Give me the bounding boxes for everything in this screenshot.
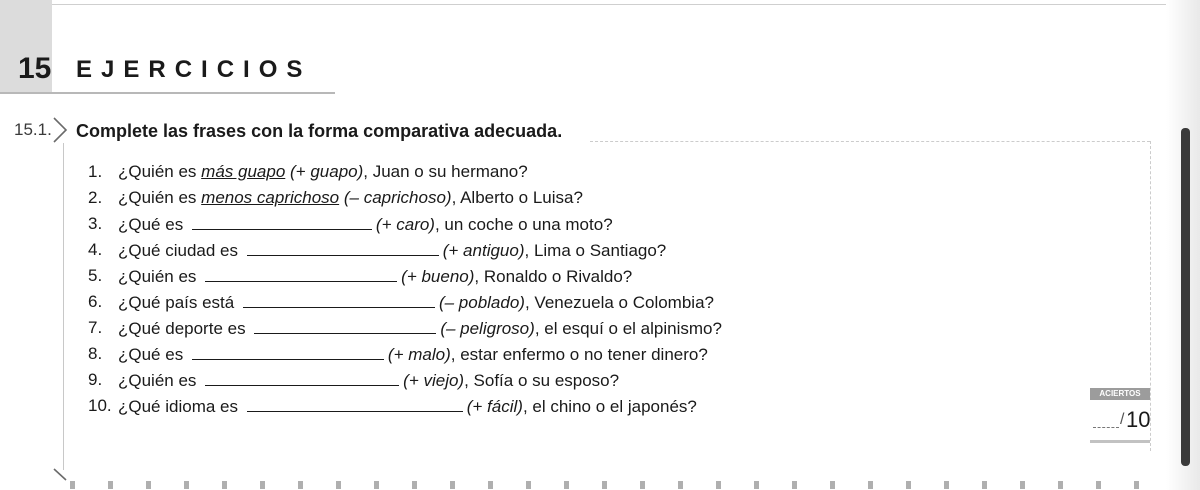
item-hint: (+ viejo) <box>403 371 465 390</box>
item-question-end: , Sofía o su esposo? <box>464 371 620 390</box>
item-question-end: , Alberto o Luisa? <box>451 188 583 207</box>
item-number: 2. <box>88 188 103 207</box>
item-number: 8. <box>88 344 103 363</box>
item-answer: menos caprichoso <box>201 188 340 207</box>
answer-blank[interactable] <box>247 237 439 256</box>
item-number: 9. <box>88 370 103 389</box>
chevron-right-icon <box>52 117 68 143</box>
item-question-end: , Venezuela o Colombia? <box>524 293 714 312</box>
item-question-start: ¿Qué ciudad es <box>118 241 243 260</box>
answer-blank[interactable] <box>205 367 399 386</box>
exercise-number: 15.1. <box>14 120 52 139</box>
item-number: 3. <box>88 214 103 233</box>
score-label: ACIERTOS <box>1099 389 1141 398</box>
item-hint: (+ malo) <box>387 345 451 364</box>
exercise-item <box>88 263 722 289</box>
chevron-right-icon <box>52 468 68 490</box>
exercise-item <box>88 315 722 341</box>
item-question-start: ¿Quién es <box>118 267 202 286</box>
item-question-end: , Lima o Santiago? <box>524 241 667 260</box>
item-hint: (+ caro) <box>375 215 435 234</box>
item-question-end: , el esquí o el alpinismo? <box>534 319 722 338</box>
exercise-item <box>88 185 722 211</box>
item-sentence <box>118 237 666 263</box>
item-sentence <box>118 263 632 289</box>
item-sentence <box>118 159 528 185</box>
answer-blank[interactable] <box>205 263 397 282</box>
item-question-start: ¿Qué deporte es <box>118 319 251 338</box>
item-number: 10. <box>88 396 112 415</box>
item-question-end: , Juan o su hermano? <box>363 162 528 181</box>
item-hint: (– poblado) <box>438 293 525 312</box>
answer-blank[interactable] <box>247 393 463 412</box>
score-total: 10 <box>1126 407 1151 432</box>
item-question-end: , un coche o una moto? <box>434 215 613 234</box>
item-hint: (– caprichoso) <box>343 188 452 207</box>
item-question-start: ¿Quién es <box>118 371 202 390</box>
item-hint: (+ fácil) <box>466 397 523 416</box>
item-hint: (+ antiguo) <box>442 241 525 260</box>
item-sentence <box>118 393 697 419</box>
item-question-start: ¿Qué es <box>118 345 188 364</box>
item-number: 1. <box>88 162 103 181</box>
exercise-item <box>88 393 722 419</box>
item-number: 7. <box>88 318 103 337</box>
item-question-end: , estar enfermo o no tener dinero? <box>450 345 708 364</box>
score-footer-bar <box>1090 440 1150 443</box>
item-question-start: ¿Qué idioma es <box>118 397 243 416</box>
item-sentence <box>118 367 619 393</box>
item-sentence <box>118 289 714 315</box>
item-hint: (– peligroso) <box>440 319 535 338</box>
vertical-scrollbar[interactable] <box>1181 128 1190 466</box>
item-sentence <box>118 341 708 367</box>
margin-rule <box>63 143 64 470</box>
chapter-number: 15 <box>18 52 52 85</box>
item-number: 4. <box>88 240 103 259</box>
chapter-title: EJERCICIOS <box>76 56 312 83</box>
header-divider <box>0 92 335 94</box>
score-slash: / <box>1120 411 1125 428</box>
page-top-line <box>0 4 1200 5</box>
cut-off-next-line <box>70 481 1170 489</box>
exercise-item <box>88 211 722 237</box>
item-hint: (+ bueno) <box>401 267 475 286</box>
exercise-list <box>88 159 722 419</box>
item-question-end: , Ronaldo o Rivaldo? <box>474 267 633 286</box>
exercise-item <box>88 341 722 367</box>
item-sentence <box>118 315 722 341</box>
item-number: 5. <box>88 266 103 285</box>
exercise-box-border <box>590 141 1150 142</box>
item-question-start: ¿Quién es <box>118 162 202 181</box>
exercise-item <box>88 159 722 185</box>
exercise-item <box>88 237 722 263</box>
exercise-item <box>88 367 722 393</box>
item-sentence <box>118 185 583 211</box>
score-input-line[interactable] <box>1093 427 1119 428</box>
exercise-item <box>88 289 722 315</box>
item-question-start: ¿Quién es <box>118 188 202 207</box>
item-sentence <box>118 211 613 237</box>
item-question-start: ¿Qué país está <box>118 293 239 312</box>
item-answer: más guapo <box>201 162 286 181</box>
item-question-start: ¿Qué es <box>118 215 188 234</box>
score-box <box>1090 388 1150 450</box>
item-question-end: , el chino o el japonés? <box>522 397 697 416</box>
item-number: 6. <box>88 292 103 311</box>
answer-blank[interactable] <box>243 289 435 308</box>
answer-blank[interactable] <box>192 211 372 230</box>
exercise-instruction: Complete las frases con la forma comparativa adecuada. <box>76 121 563 141</box>
exercise-box-border-right <box>1150 141 1151 451</box>
item-hint: (+ guapo) <box>290 162 364 181</box>
answer-blank[interactable] <box>192 341 384 360</box>
answer-blank[interactable] <box>254 315 436 334</box>
